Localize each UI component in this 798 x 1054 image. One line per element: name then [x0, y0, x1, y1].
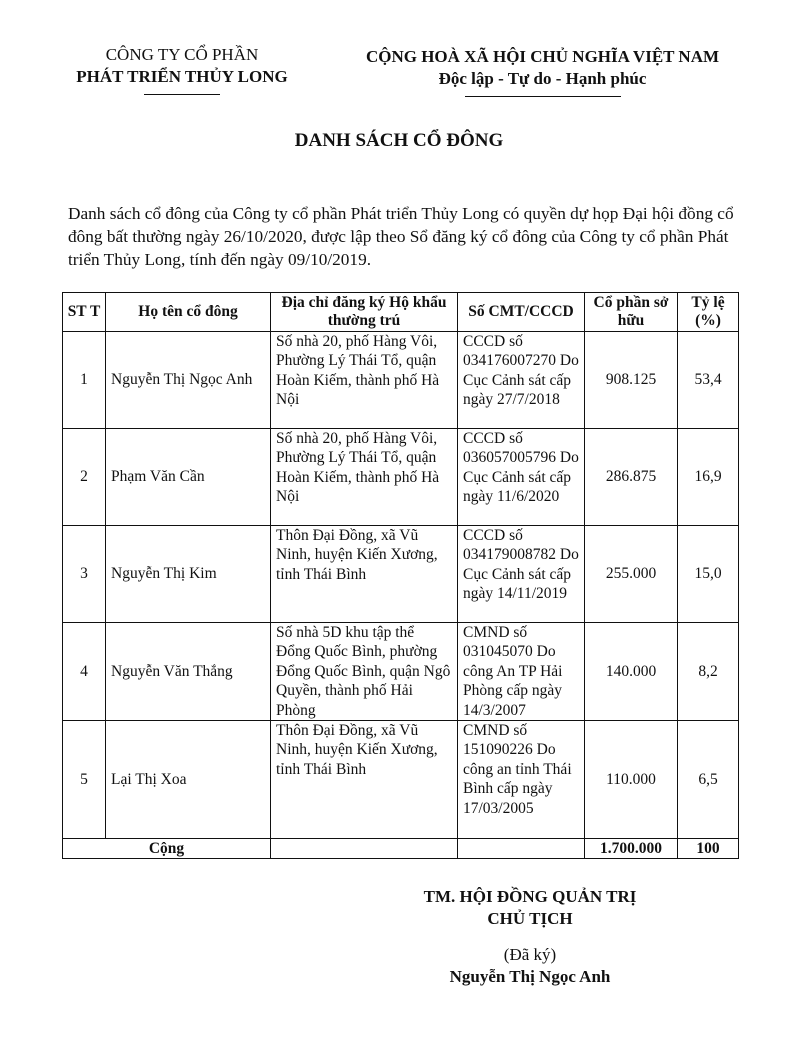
cell-stt: 5: [63, 721, 106, 839]
total-row: [63, 839, 739, 859]
cell-shares: 255.000: [585, 526, 678, 623]
cell-shares: 110.000: [585, 721, 678, 839]
total-address-empty: [271, 839, 458, 859]
document-title: DANH SÁCH CỔ ĐÔNG: [294, 130, 504, 151]
table-header-row: [63, 293, 739, 332]
cell-id: CCCD số 034179008782 Do Cục Cảnh sát cấp ngày 14/11/2019: [458, 526, 585, 623]
cell-ratio: 6,5: [678, 721, 739, 839]
cell-ratio: 16,9: [678, 429, 739, 526]
header-shares: Cổ phần sở hữu: [585, 293, 678, 332]
cell-name: Nguyễn Thị Ngọc Anh: [106, 332, 271, 429]
national-motto: Độc lập - Tự do - Hạnh phúc: [438, 69, 647, 88]
motto-underline: [465, 96, 621, 97]
cell-stt: 3: [63, 526, 106, 623]
total-ratio: 100: [678, 839, 739, 859]
table-row: [63, 332, 739, 429]
signature-block: [380, 886, 680, 988]
cell-stt: 1: [63, 332, 106, 429]
company-underline: [144, 94, 220, 95]
intro-paragraph: Danh sách cổ đông của Công ty cổ phần Phát triển Thủy Long có quyền dự họp Đại hội đồng cổ đông bất thường ngày 26/10/2020, được lập theo Sổ đăng ký cổ đông của Công ty cổ phần Phát triển Thủy Long, tính đến ngày 09/10/2019.: [68, 204, 734, 269]
cell-address: Thôn Đại Đồng, xã Vũ Ninh, huyện Kiến Xương, tỉnh Thái Bình: [271, 721, 458, 839]
signature-signed: (Đã ký): [503, 945, 557, 964]
signature-name: Nguyễn Thị Ngọc Anh: [449, 967, 611, 986]
total-shares: 1.700.000: [585, 839, 678, 859]
cell-id: CCCD số 034176007270 Do Cục Cảnh sát cấp ngày 27/7/2018: [458, 332, 585, 429]
national-header: [340, 46, 745, 97]
cell-address: Thôn Đại Đồng, xã Vũ Ninh, huyện Kiến Xương, tỉnh Thái Bình: [271, 526, 458, 623]
cell-address: Số nhà 20, phố Hàng Vôi, Phường Lý Thái Tổ, quận Hoàn Kiếm, thành phố Hà Nội: [271, 332, 458, 429]
cell-name: Phạm Văn Cần: [106, 429, 271, 526]
company-name: PHÁT TRIỂN THỦY LONG: [76, 67, 288, 86]
signature-org: TM. HỘI ĐỒNG QUẢN TRỊ: [423, 887, 637, 906]
cell-stt: 2: [63, 429, 106, 526]
total-id-empty: [458, 839, 585, 859]
table-row: [63, 429, 739, 526]
header-ratio: Tỷ lệ (%): [678, 293, 739, 332]
cell-id: CCCD số 036057005796 Do Cục Cảnh sát cấp ngày 11/6/2020: [458, 429, 585, 526]
shareholder-table: [62, 292, 739, 859]
header-address: Địa chỉ đăng ký Hộ khẩu thường trú: [271, 293, 458, 332]
cell-ratio: 8,2: [678, 623, 739, 721]
cell-shares: 286.875: [585, 429, 678, 526]
company-header: [62, 44, 302, 95]
cell-address: Số nhà 5D khu tập thể Đổng Quốc Bình, phường Đổng Quốc Bình, quận Ngô Quyền, thành phố Hải Phòng: [271, 623, 458, 721]
header-id: Số CMT/CCCD: [458, 293, 585, 332]
cell-name: Nguyễn Thị Kim: [106, 526, 271, 623]
table-row: [63, 721, 739, 839]
cell-address: Số nhà 20, phố Hàng Vôi, Phường Lý Thái Tổ, quận Hoàn Kiếm, thành phố Hà Nội: [271, 429, 458, 526]
cell-ratio: 15,0: [678, 526, 739, 623]
cell-shares: 908.125: [585, 332, 678, 429]
signature-position: CHỦ TỊCH: [487, 909, 573, 928]
header-stt: ST T: [63, 293, 106, 332]
total-label: Cộng: [63, 839, 271, 859]
cell-id: CMND số 031045070 Do công An TP Hải Phòng cấp ngày 14/3/2007: [458, 623, 585, 721]
cell-name: Nguyễn Văn Thắng: [106, 623, 271, 721]
cell-stt: 4: [63, 623, 106, 721]
table-row: [63, 526, 739, 623]
cell-id: CMND số 151090226 Do công an tỉnh Thái Bình cấp ngày 17/03/2005: [458, 721, 585, 839]
cell-shares: 140.000: [585, 623, 678, 721]
national-title: CỘNG HOÀ XÃ HỘI CHỦ NGHĨA VIỆT NAM: [365, 47, 720, 66]
company-type: CÔNG TY CỔ PHẦN: [105, 45, 259, 64]
cell-name: Lại Thị Xoa: [106, 721, 271, 839]
table-row: [63, 623, 739, 721]
header-name: Họ tên cổ đông: [106, 293, 271, 332]
cell-ratio: 53,4: [678, 332, 739, 429]
